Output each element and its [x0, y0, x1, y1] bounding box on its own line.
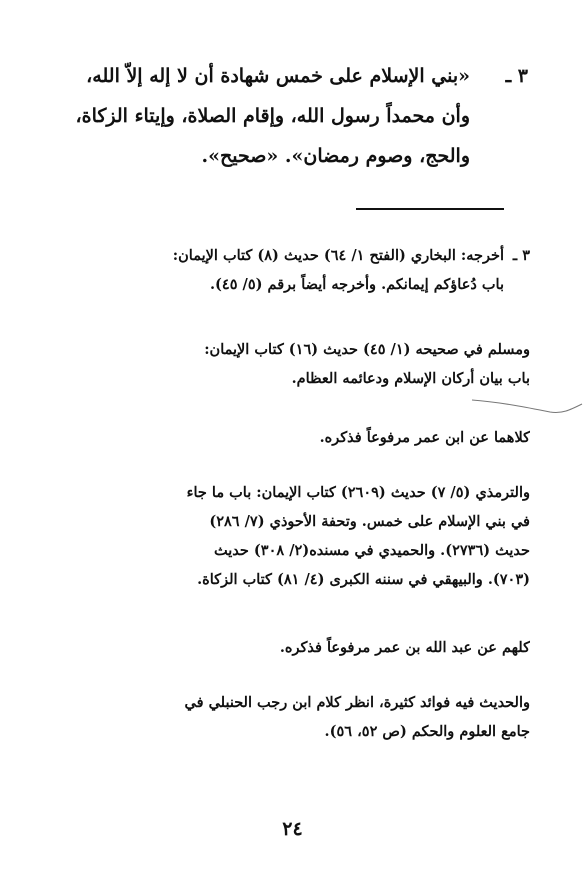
footnote-paragraph	[70, 478, 530, 594]
hadith-number: ٣ ـ	[505, 65, 528, 87]
hadith-line: والحج، وصوم رمضان». «صحيح».	[201, 145, 470, 167]
footnote-line: كلهم عن عبد الله بن عمر مرفوعاً فذكره.	[279, 639, 530, 656]
footnote-line: والترمذي (٥/ ٧) حديث (٢٦٠٩) كتاب الإيمان: باب ما جاء	[186, 484, 530, 501]
footnote-paragraph	[70, 688, 530, 746]
footnote-paragraph	[70, 335, 530, 393]
footnote-line: ومسلم في صحيحه (١/ ٤٥) حديث (١٦) كتاب الإيمان:	[204, 341, 530, 358]
footnote-line: أخرجه: البخاري (الفتح ١/ ٦٤) حديث (٨) كتاب الإيمان:	[172, 247, 504, 264]
footnote-number: ٣ ـ	[512, 247, 530, 264]
page-number: ٢٤	[282, 818, 303, 840]
hadith-line: وأن محمداً رسول الله، وإقام الصلاة، وإيتاء الزكاة،	[75, 105, 470, 127]
footnote-paragraph	[70, 423, 530, 452]
footnote-paragraph	[70, 633, 530, 662]
footnote-line: والحديث فيه فوائد كثيرة، انظر كلام ابن رجب الحنبلي في	[184, 694, 530, 711]
footnote-paragraph	[70, 241, 530, 299]
footnote-line: باب بيان أركان الإسلام ودعائمه العظام.	[291, 370, 530, 387]
footnote-line: (٧٠٣). والبيهقي في سننه الكبرى (٤/ ٨١) كتاب الزكاة.	[197, 571, 530, 588]
hadith-line: «بني الإسلام على خمس شهادة أن لا إله إلاّ الله،	[86, 65, 470, 87]
footnote-line: جامع العلوم والحكم (ص ٥٢، ٥٦).	[324, 723, 530, 740]
footnote-line: كلاهما عن ابن عمر مرفوعاً فذكره.	[319, 429, 530, 446]
footnote-line: باب دُعاؤكم إيمانكم. وأخرجه أيضاً برقم (٥/ ٤٥).	[209, 276, 504, 293]
footnote-line: حديث (٢٧٣٦). والحميدي في مسنده(٢/ ٣٠٨) حديث	[214, 542, 530, 559]
footnote-line: في بني الإسلام على خمس. وتحفة الأحوذي (٧/ ٢٨٦)	[209, 513, 530, 530]
scan-pen-mark	[470, 396, 585, 418]
hadith-block	[60, 56, 528, 176]
footnote-separator	[356, 208, 504, 210]
